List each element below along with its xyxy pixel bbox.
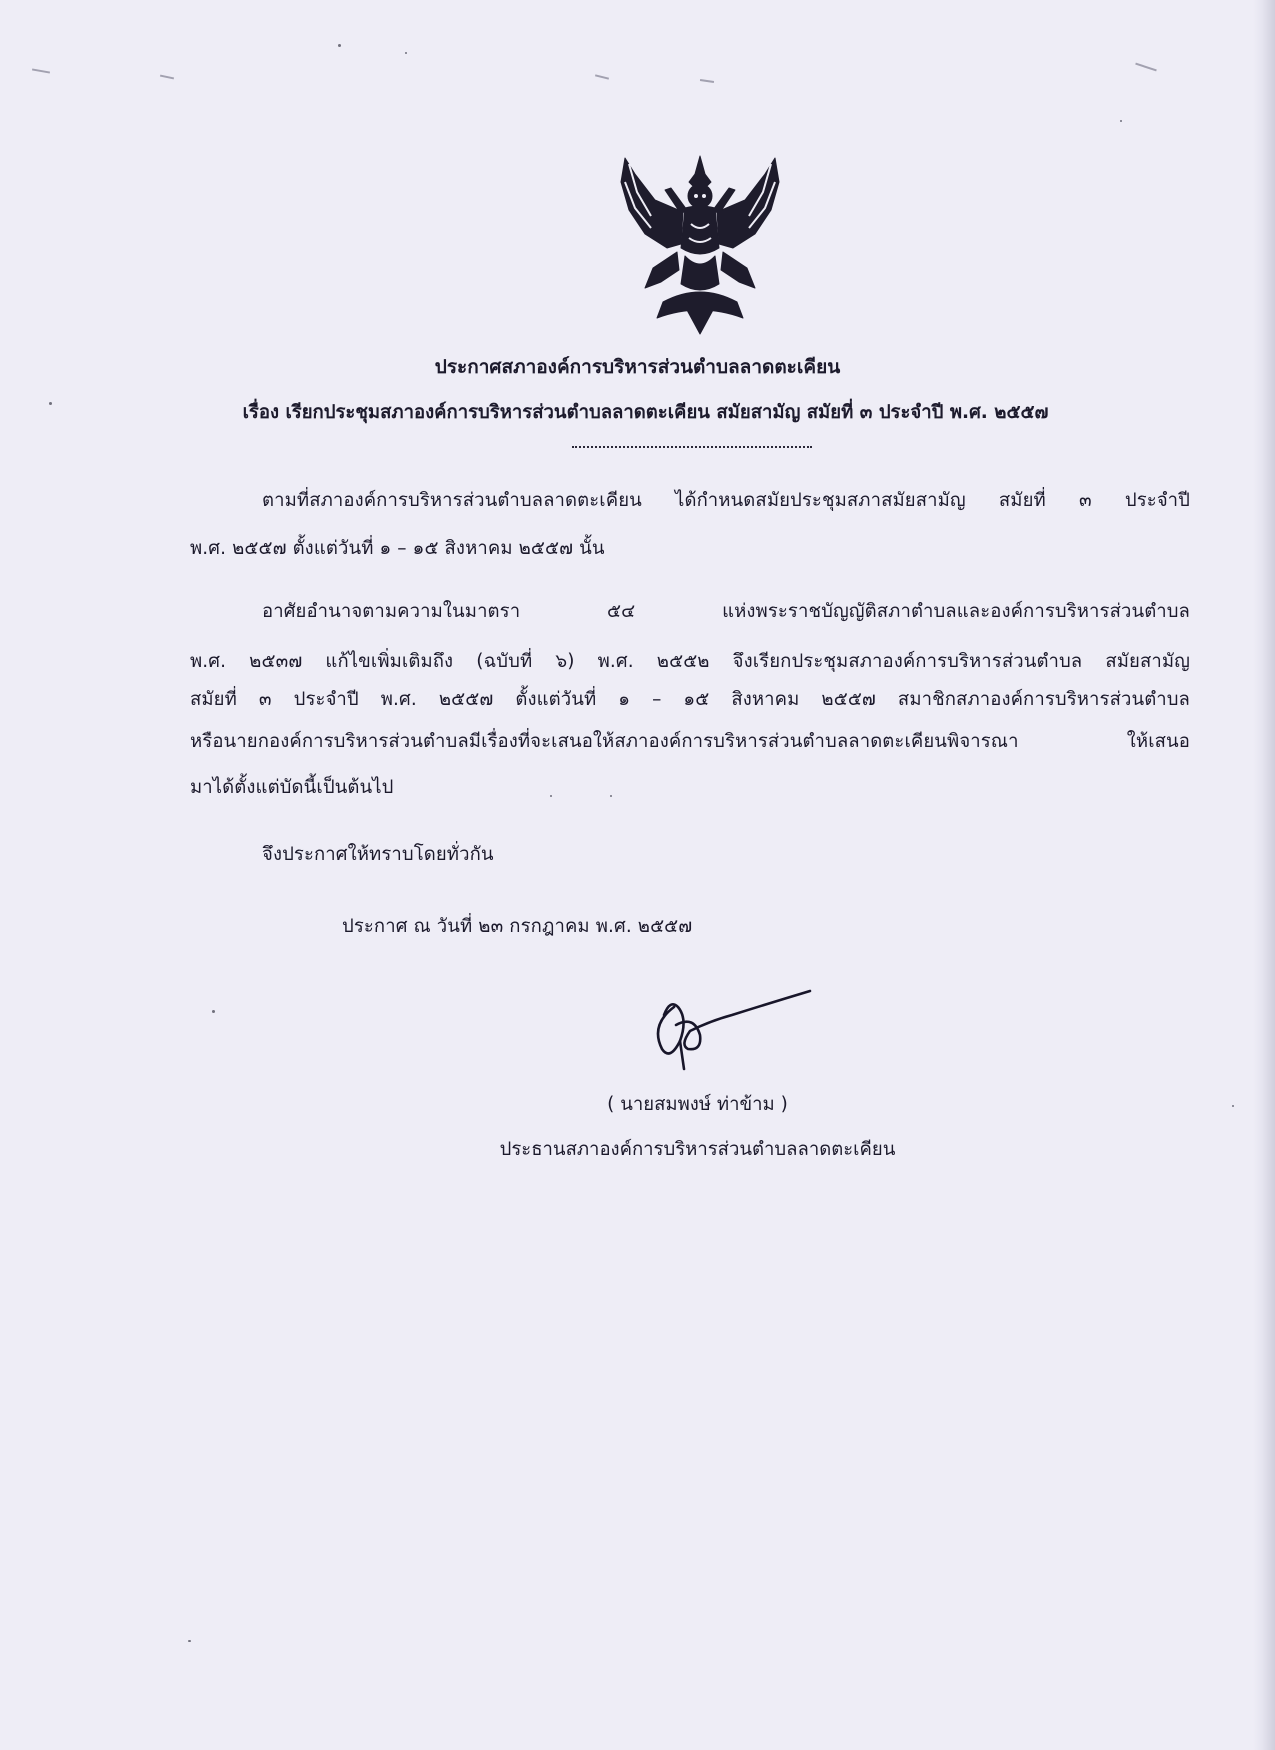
document-title: ประกาศสภาองค์การบริหารส่วนตำบลลาดตะเคียน <box>434 356 841 378</box>
document-subject: เรื่อง เรียกประชุมสภาองค์การบริหารส่วนตำบลลาดตะเคียน สมัยสามัญ สมัยที่ ๓ ประจำปี พ.ศ. ๒๕๕๗ <box>242 402 1049 423</box>
garuda-emblem <box>615 152 785 337</box>
scan-mark <box>160 75 174 80</box>
signatory-position: ประธานสภาองค์การบริหารส่วนตำบลลาดตะเคียน <box>499 1139 896 1160</box>
dotted-divider <box>572 446 812 448</box>
paragraph-2-line-1: อาศัยอำนาจตามความในมาตรา ๕๔ แห่งพระราชบัญญัติสภาตำบลและองค์การบริหารส่วนตำบล <box>262 601 1190 622</box>
scan-edge-shadow <box>1253 0 1275 1750</box>
scan-speck <box>405 52 407 54</box>
paragraph-2-line-4: หรือนายกองค์การบริหารส่วนตำบลมีเรื่องที่จะเสนอให้สภาองค์การบริหารส่วนตำบลลาดตะเคียนพิจารณา ให้เสนอ <box>190 731 1190 752</box>
paragraph-2-line-3: สมัยที่ ๓ ประจำปี พ.ศ. ๒๕๕๗ ตั้งแต่วันที่ ๑ – ๑๕ สิงหาคม ๒๕๕๗ สมาชิกสภาองค์การบริหารส่วนตำบล <box>190 689 1190 710</box>
scan-mark <box>700 79 714 83</box>
handwritten-signature <box>640 985 815 1075</box>
scan-mark <box>1135 63 1157 72</box>
scan-speck <box>188 1640 191 1642</box>
scan-speck <box>1120 120 1122 122</box>
paragraph-1-line-2: พ.ศ. ๒๕๕๗ ตั้งแต่วันที่ ๑ – ๑๕ สิงหาคม ๒๕๕๗ นั้น <box>190 538 605 559</box>
signatory-name: ( นายสมพงษ์ ท่าข้าม ) <box>607 1094 788 1115</box>
announcement-date: ประกาศ ณ วันที่ ๒๓ กรกฎาคม พ.ศ. ๒๕๕๗ <box>342 916 693 937</box>
scan-mark <box>595 74 609 79</box>
scan-speck <box>550 795 552 797</box>
scan-speck <box>212 1010 215 1013</box>
closing-statement: จึงประกาศให้ทราบโดยทั่วกัน <box>262 844 494 865</box>
paragraph-2-line-2: พ.ศ. ๒๕๓๗ แก้ไขเพิ่มเติมถึง (ฉบับที่ ๖) พ.ศ. ๒๕๕๒ จึงเรียกประชุมสภาองค์การบริหารส่วนตำบล สมัยสามัญ <box>190 651 1190 672</box>
paragraph-2-line-5: มาได้ตั้งแต่บัดนี้เป็นต้นไป <box>190 777 394 798</box>
scan-mark <box>32 68 50 73</box>
paragraph-1-line-1: ตามที่สภาองค์การบริหารส่วนตำบลลาดตะเคียน ได้กำหนดสมัยประชุมสภาสมัยสามัญ สมัยที่ ๓ ประจำปี <box>262 490 1190 511</box>
scan-speck <box>338 44 341 47</box>
scan-speck <box>610 795 612 797</box>
